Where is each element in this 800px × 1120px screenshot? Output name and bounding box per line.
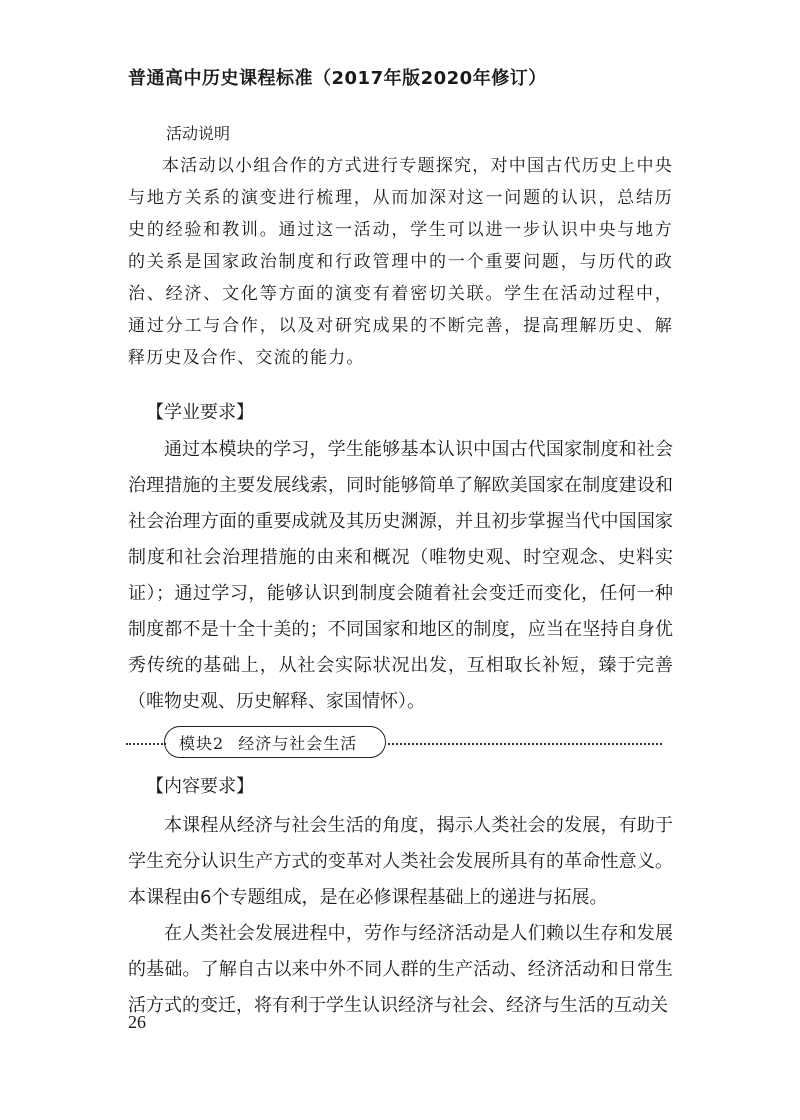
module-number: 模块2 [179, 733, 225, 753]
dotted-rule-left [126, 743, 166, 745]
academic-requirements-label: 【学业要求】 [146, 402, 254, 423]
activity-body: 本活动以小组合作的方式进行专题探究，对中国古代历史上中央与地方关系的演变进行梳理，从而加深对这一问题的认识，总结历史的经验和教训。通过这一活动，学生可以进一步认识中央与地方的关系是国家政治制度和行政管理中的一个重要问题，与历代的政治、经济、文化等方面的演变有着密切关联。学生在活动过程中，通过分工与合作，以及对研究成果的不断完善，提高理解历史、解释历史及合作、交流的能力。 [128, 156, 673, 368]
content-requirements-paragraph-1: 本课程从经济与社会生活的角度，揭示人类社会的发展，有助于学生充分认识生产方式的变革对人类社会发展所具有的革命性意义。本课程由6个专题组成，是在必修课程基础上的递进与拓展。 [128, 815, 673, 908]
module-divider [126, 726, 662, 760]
module-title-badge [164, 726, 386, 758]
content-requirements-label: 【内容要求】 [146, 776, 254, 797]
dotted-rule-right [388, 743, 662, 745]
activity-section [128, 118, 673, 374]
running-title: 普通高中历史课程标准（2017年版2020年修订） [128, 68, 547, 89]
content-requirements-paragraph-2: 在人类社会发展进程中，劳作与经济活动是人们赖以生存和发展的基础。了解自古以来中外不同人群的生产活动、经济活动和日常生活方式的变迁，将有利于学生认识经济与社会、经济与生活的互动关 [128, 923, 673, 1016]
page-number: 26 [128, 1012, 146, 1032]
activity-heading: 活动说明 [166, 124, 231, 143]
module-title: 经济与社会生活 [238, 733, 358, 753]
academic-requirements-body: 通过本模块的学习，学生能够基本认识中国古代国家制度和社会治理措施的主要发展线索，同时能够简单了解欧美国家在制度建设和社会治理方面的重要成就及其历史渊源，并且初步掌握当代中国国家制度和社会治理措施的由来和概况（唯物史观、时空观念、史料实证）；通过学习，能够认识到制度会随着社会变迁而变化，任何一种制度都不是十全十美的；不同国家和地区的制度，应当在坚持自身优秀传统的基础上，从社会实际状况出发，互相取长补短，臻于完善（唯物史观、历史解释、家国情怀）。 [128, 439, 673, 712]
